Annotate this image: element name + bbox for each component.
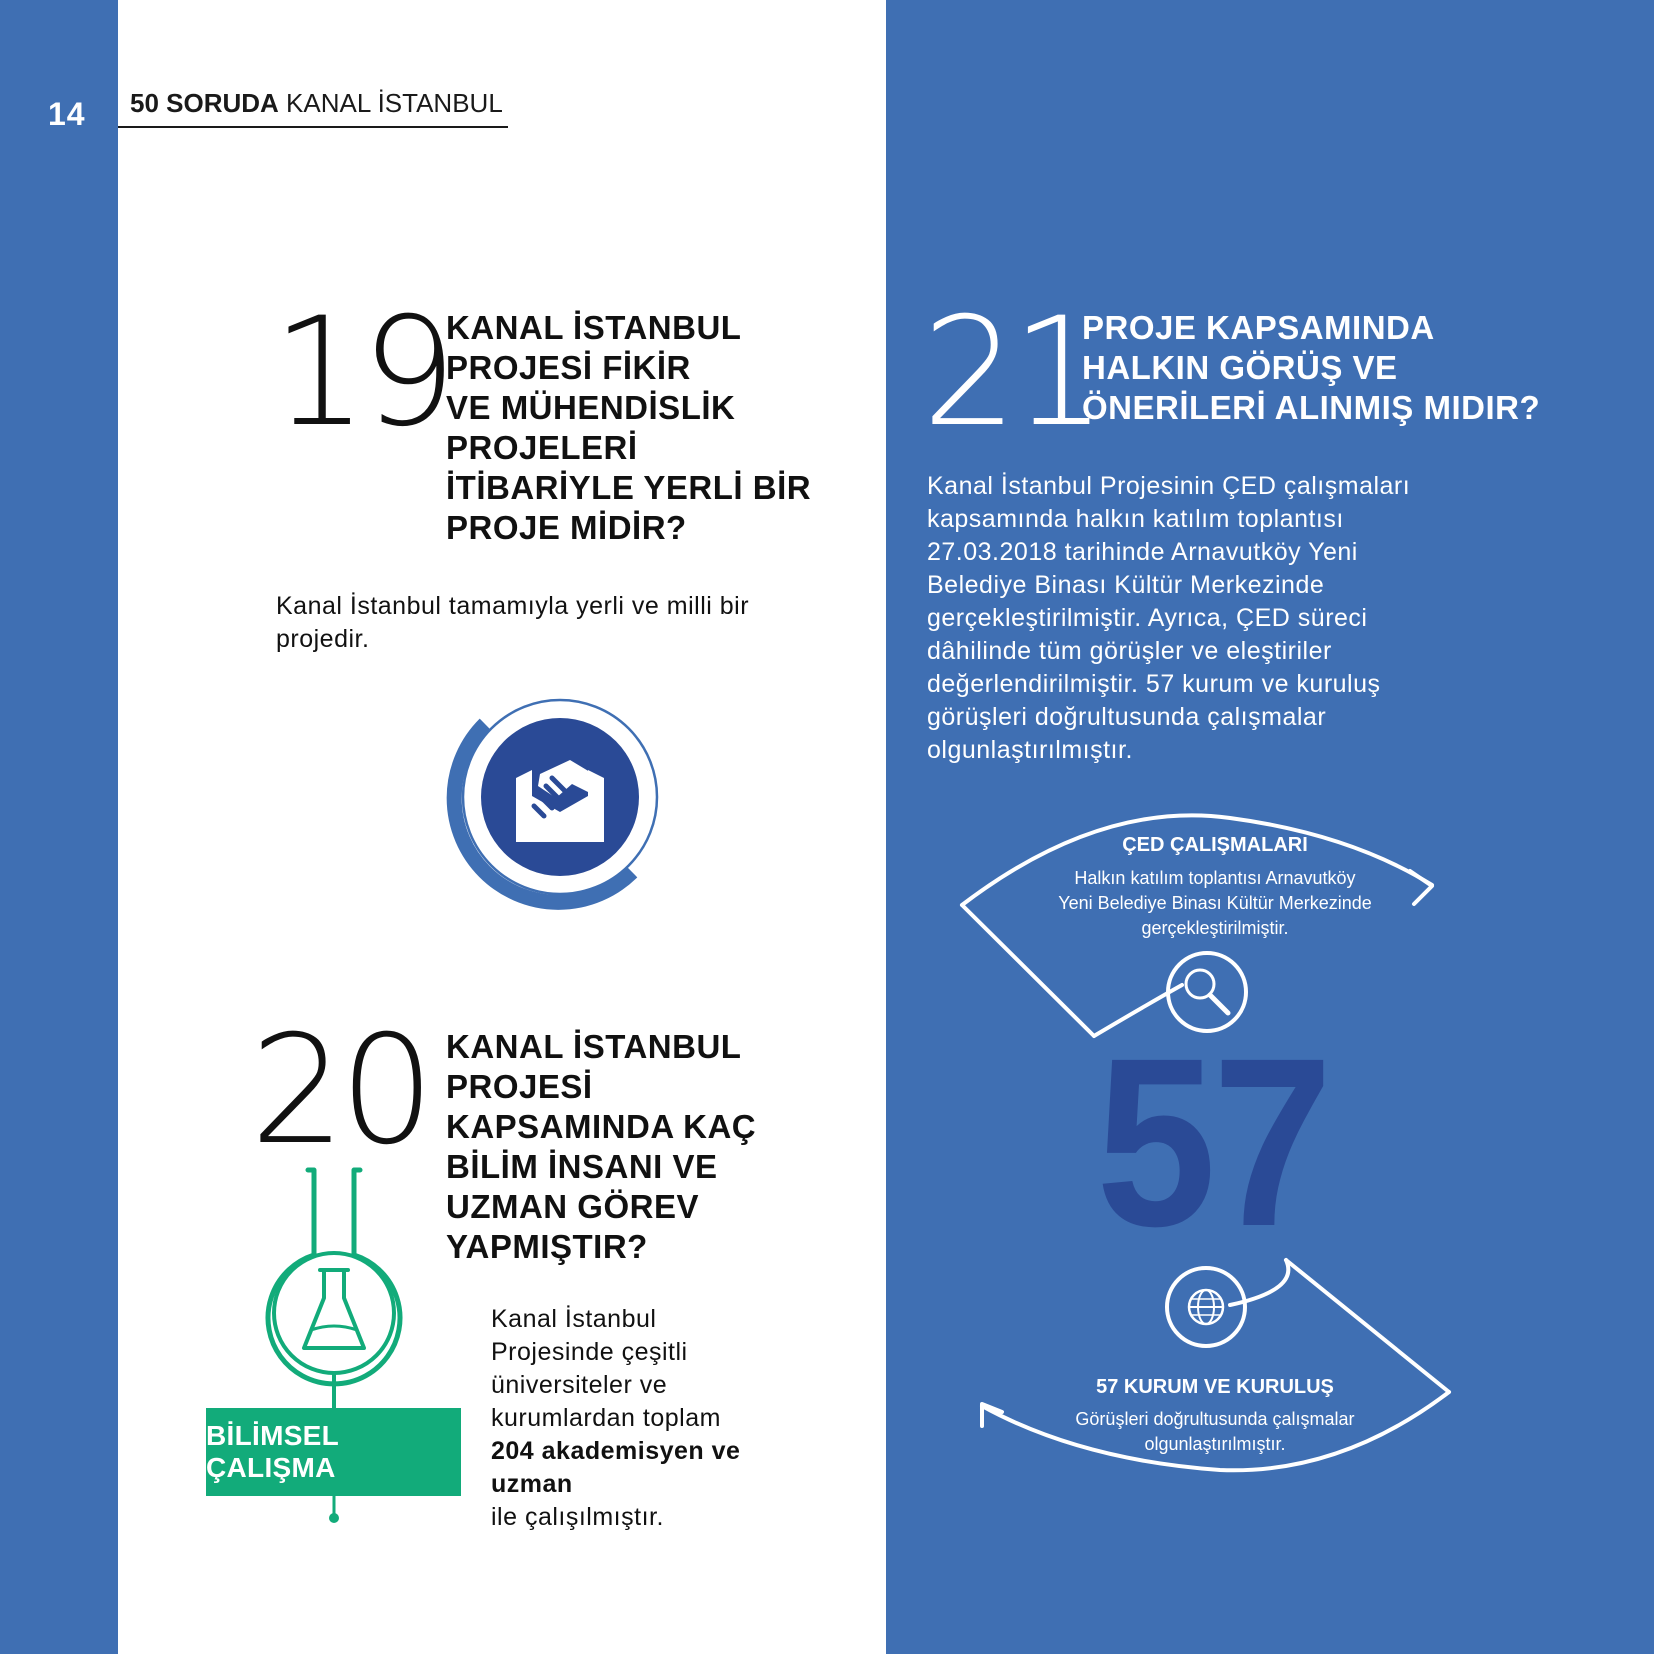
title-line: KANAL İSTANBUL: [446, 1028, 742, 1065]
title-line: PROJESİ: [446, 1068, 593, 1105]
ced-calismalari-description: [1000, 866, 1430, 941]
title-line: BİLİM İNSANI VE: [446, 1148, 718, 1185]
header-series-bold: 50 SORUDA: [130, 88, 279, 118]
kurum-kurulus-title: 57 KURUM VE KURULUŞ: [1096, 1376, 1334, 1398]
desc-line: Halkın katılım toplantısı Arnavutköy: [1074, 868, 1356, 888]
question-21-title: [1082, 308, 1540, 428]
handshake-icon: [454, 700, 657, 902]
big-number-57: 57: [1096, 1008, 1330, 1276]
kurum-kurulus-description: [1000, 1407, 1430, 1457]
page-number: 14: [48, 96, 86, 132]
title-line: VE MÜHENDİSLİK: [446, 389, 736, 426]
body-line: üniversiteler ve: [491, 1371, 668, 1399]
title-line: PROJE MİDİR?: [446, 509, 687, 546]
body-line: Belediye Binası Kültür Merkezinde: [927, 571, 1325, 599]
question-20-title: [446, 1027, 756, 1267]
body-line: dâhilinde tüm görüşler ve eleştiriler: [927, 637, 1332, 665]
bilimsel-calisma-label: BİLİMSEL ÇALIŞMA: [206, 1408, 461, 1496]
body-line: değerlendirilmiştir. 57 kurum ve kuruluş: [927, 670, 1381, 698]
body-line: Kanal İstanbul: [491, 1305, 657, 1333]
body-line: Kanal İstanbul Projesinin ÇED çalışmaları: [927, 472, 1411, 500]
title-line: PROJE KAPSAMINDA: [1082, 309, 1435, 346]
body-line: Projesinde çeşitli: [491, 1338, 688, 1366]
body-line: kurumlardan toplam: [491, 1404, 721, 1432]
body-line: kapsamında halkın katılım toplantısı: [927, 505, 1344, 533]
title-line: PROJESİ FİKİR: [446, 349, 691, 386]
question-21-number: 21: [922, 286, 1101, 460]
body-line-end: ile çalışılmıştır.: [491, 1503, 664, 1531]
desc-line: Yeni Belediye Binası Kültür Merkezinde: [1058, 893, 1372, 913]
body-line: 27.03.2018 tarihinde Arnavutköy Yeni: [927, 538, 1358, 566]
header-series-title: KANAL İSTANBUL: [278, 88, 503, 118]
title-line: YAPMIŞTIR?: [446, 1228, 648, 1265]
question-21-answer: [927, 470, 1487, 767]
body-line: olgunlaştırılmıştır.: [927, 736, 1133, 764]
title-line: PROJELERİ: [446, 429, 638, 466]
desc-line: gerçekleştirilmiştir.: [1141, 918, 1289, 938]
ced-calismalari-title: ÇED ÇALIŞMALARI: [1122, 834, 1308, 856]
globe-icon: [1167, 1268, 1245, 1346]
title-line: ÖNERİLERİ ALINMIŞ MIDIR?: [1082, 389, 1541, 426]
desc-line: Görüşleri doğrultusunda çalışmalar: [1075, 1409, 1355, 1429]
body-line-last: [491, 1468, 831, 1534]
body-bold-line: 204 akademisyen ve: [491, 1437, 741, 1465]
question-20-answer: [491, 1303, 831, 1534]
title-line: HALKIN GÖRÜŞ VE: [1082, 349, 1398, 386]
title-line: İTİBARİYLE YERLİ BİR: [446, 469, 812, 506]
body-line: projedir.: [276, 625, 370, 653]
question-20-number: 20: [250, 1004, 429, 1178]
body-line: gerçekleştirilmiştir. Ayrıca, ÇED süreci: [927, 604, 1368, 632]
body-bold-word: uzman: [491, 1470, 573, 1498]
desc-line: olgunlaştırılmıştır.: [1144, 1434, 1286, 1454]
body-line: görüşleri doğrultusunda çalışmalar: [927, 703, 1327, 731]
body-line: Kanal İstanbul tamamıyla yerli ve milli bir: [276, 592, 750, 620]
title-line: UZMAN GÖREV: [446, 1188, 699, 1225]
title-line: KANAL İSTANBUL: [446, 309, 742, 346]
question-19-number: 19: [272, 286, 451, 460]
title-line: KAPSAMINDA KAÇ: [446, 1108, 757, 1145]
